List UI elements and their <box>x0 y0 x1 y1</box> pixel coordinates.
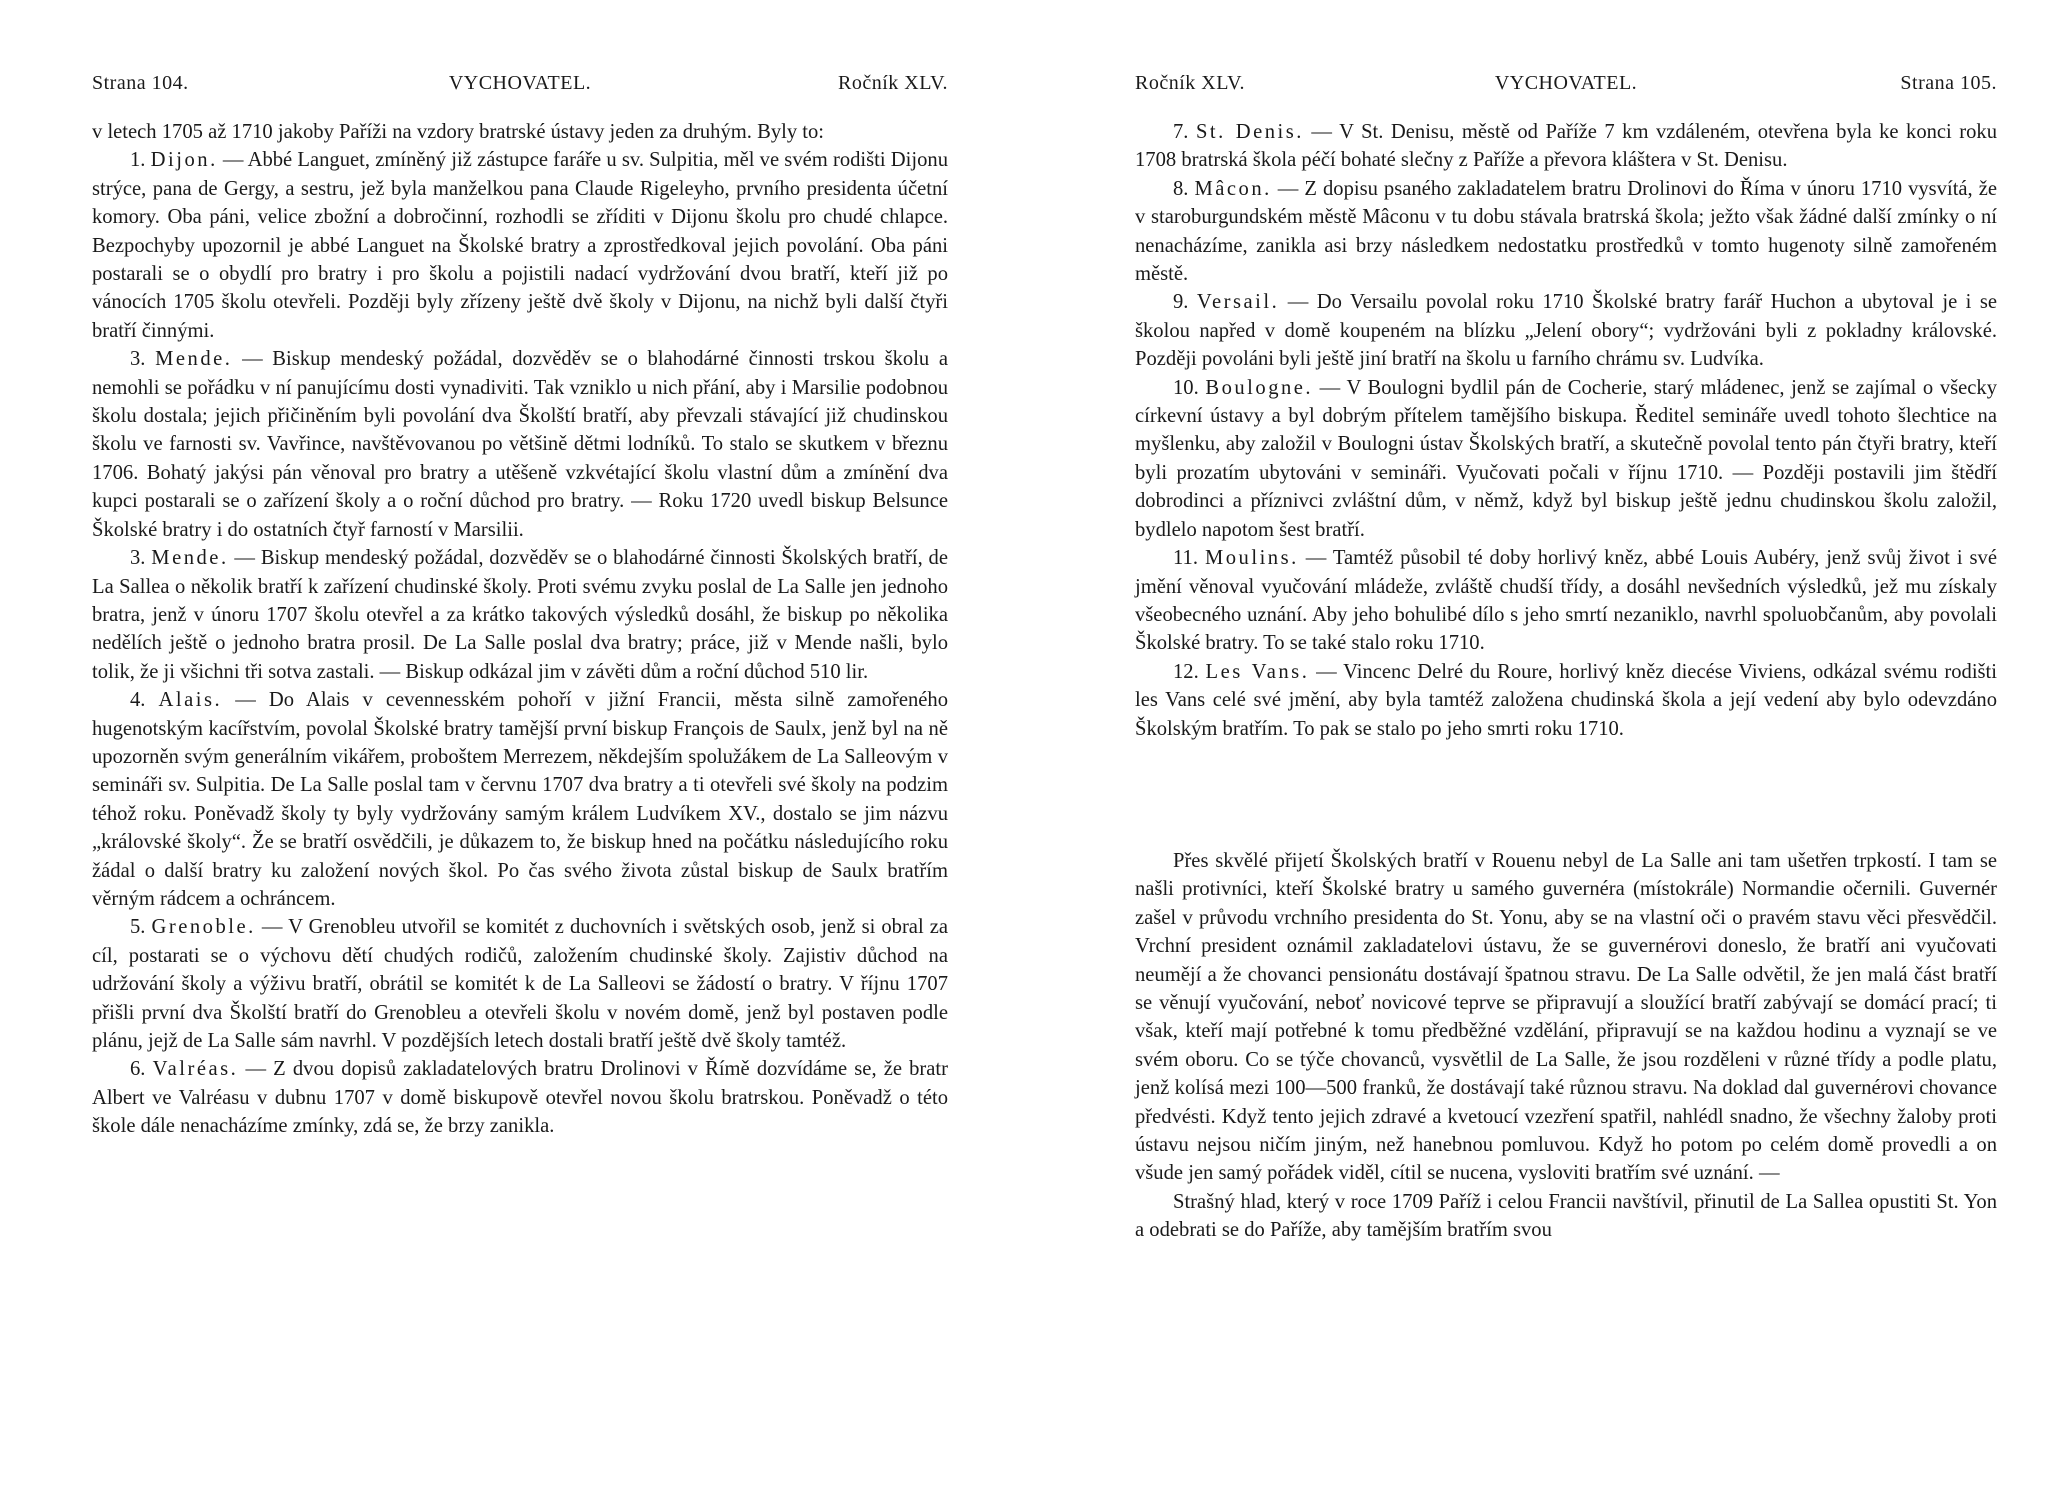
item-heading: Mende. <box>155 348 233 371</box>
paragraph: 12. Les Vans. — Vincenc Delré du Roure, horlivý kněz diecése Viviens, odkázal svému rodišti les Vans celé své jmění, aby byla tamtéž založena chudinská škola a její vedení aby bylo odevzdáno Školským bratřím. To pak se stalo po jeho smrti roku 1710. <box>1135 660 1998 740</box>
paragraph: 7. St. Denis. — V St. Denisu, městě od Paříže 7 km vzdáleném, otevřena byla ke konci roku 1708 bratrská škola péčí bohaté slečny z Paříže a převora kláštera v St. Denisu. <box>1135 121 1997 172</box>
section-gap <box>1135 743 1997 847</box>
item-number: 6. <box>130 1058 153 1081</box>
paragraph: 10. Boulogne. — V Boulogni bydlil pán de Cocherie, starý mládenec, jenž se zajímal o všecky církevní ústavy a byl dobrým přítelem tamějšího biskupa. Ředitel semináře uvedl tohoto šlechtice na myšlenku, aby založil v Boulogni ústav Školských bratří, a skutečně povolal tento pán čtyři bratry, kteří byli prozatím ubytováni v semináři. Vyučovati počali v říjnu 1710. — Později postavili jim štědří dobrodinci a příznivci zvláštní dům, v němž, když byl biskup ještě jednu chudinskou školu založil, bydlelo napotom šest bratří. <box>1135 376 1998 541</box>
page-body <box>92 118 948 1141</box>
paragraph: 11. Moulins. — Tamtéž působil té doby horlivý kněz, abbé Louis Aubéry, jenž svůj život i své jmění věnoval vyučování mládeže, zvláště chudší třídy, a dosáhl nevšedních výsledků, jež mu získaly všeobecného uznání. Aby jeho bohulibé dílo s jeho smrtí nezaniklo, navrhl spoluobčanům, aby povolali Školské bratry. To se také stalo roku 1710. <box>1135 547 1997 655</box>
item-heading: Valréas. <box>152 1058 239 1081</box>
item-number: 3. <box>130 348 156 371</box>
item-number: 11. <box>1173 547 1205 570</box>
page-number: Strana 105. <box>1900 72 1997 94</box>
volume-label: Ročník XLV. <box>1135 72 1245 94</box>
page-header <box>1135 72 1997 102</box>
item-heading: Les Vans. <box>1205 660 1310 683</box>
item-number: 3. <box>130 547 152 570</box>
paragraph: v letech 1705 až 1710 jakoby Paříži na vzdory bratrské ústavy jeden za druhým. Byly to: <box>92 121 825 143</box>
paragraph: 3. Mende. — Biskup mendeský požádal, dozvěděv se o blahodárné činnosti trskou školu a nemohli se pořádku v ní panujícímu dosti vynadiviti. Tak vzniklo u nich přání, aby i Marsilie podobnou školu dostala; jejich přičiněním byli povolání dva Školští bratří, aby převzali stávající již chudinskou školu ve farnosti sv. Vavřince, navštěvovanou po většině dětmi lodníků. To stalo se skutkem v březnu 1706. Bohatý jakýsi pán věnoval pro bratry a utěšeně vzkvétající školu vlastní dům a zmínění dva kupci postarali se o zařízení školy a o roční důchod pro bratry. — Roku 1720 uvedl biskup Belsunce Školské bratry i do ostatních čtyř farností v Marsilii. <box>92 348 949 541</box>
volume-label: Ročník XLV. <box>838 72 948 94</box>
page-header <box>92 72 948 102</box>
item-number: 1. <box>130 149 151 172</box>
paragraph: 4. Alais. — Do Alais v cevennesském pohoří v jižní Francii, města silně zamořeného hugenotským kacířstvím, povolal Školské bratry tamější první biskup François de Saulx, jenž byl na ně upozorněn svým generálním vikářem, proboštem Merrezem, někdejším spolužákem de La Salleovým v semináři sv. Sulpitia. De La Salle poslal tam v červnu 1707 dva bratry a ti otevřeli své školy na podzim téhož roku. Poněvadž školy ty byly vydržovány samým králem Ludvíkem XV., dostalo se jim názvu „královské školy“. Že se bratří osvědčili, je důkazem to, že biskup hned na počátku následujícího roku žádal o další bratry ku založení nových škol. Po čas svého života zůstal biskup de Saulx bratřím věrným rádcem a ochráncem. <box>92 689 948 910</box>
paragraph: Přes skvělé přijetí Školských bratří v Rouenu nebyl de La Salle ani tam ušetřen trpkostí. I tam se našli protivníci, kteří Školské bratry u samého guvernéra (místokrále) Normandie očernili. Guvernér zašel v průvodu vrchního presidenta do St. Yonu, aby se na vlastní oči o pravém stavu věci přesvědčil. Vrchní president oznámil zakladatelovi ústavu, že se guvernérovi doneslo, že bratří ani vyučovati neumějí a že chovanci pensionátu dostávají špatnou stravu. De La Salle odvětil, že jen malá část bratří se věnují vyučování, neboť novicové teprve se připravují a sloužící bratří zabývají se domácí prací; ti však, kteří mají potřebné k tomu předběžné vzdělání, připravují se na každou hodinu a vyznají se ve svém oboru. Co se týče chovanců, vysvětlil de La Salle, že jsou rozděleni v různé třídy a podle platu, jenž kolísá mezi 100—500 franků, že dostávají také různou stravu. Na doklad dal guvernérovi chovance předvésti. Když tento jejich zdravé a kvetoucí vzezření spatřil, nahlédl snadno, že všechny žaloby proti ústavu nejsou ničím jiným, než hanebnou pomluvou. Když ho potom po celém domě provedli a on všude jen samý pořádek viděl, cítil se nucena, vysloviti bratřím své uznání. — <box>1135 849 1997 1185</box>
item-heading: Grenoble. <box>151 916 256 939</box>
item-number: 5. <box>130 916 152 939</box>
item-heading: Boulogne. <box>1205 376 1314 399</box>
item-heading: St. Denis. <box>1195 121 1304 143</box>
item-number: 8. <box>1173 177 1195 200</box>
paragraph: Strašný hlad, který v roce 1709 Paříž i celou Francii navštívil, přinutil de La Sallea opustiti St. Yon a odebrati se do Paříže, aby tamějším bratřím svou <box>1135 1190 1997 1242</box>
paragraph: 1. Dijon. — Abbé Languet, zmíněný již zástupce faráře u sv. Sulpitia, měl ve svém rodišti Dijonu strýce, pana de Gergy, a sestru, jež byla manželkou pana Claude Rigeleyho, prvního presidenta účetní komory. Oba páni, velice zbožní a dobročinní, rozhodli se zříditi v Dijonu školu pro chudé chlapce. Bezpochyby upozornil je abbé Languet na Školské bratry a zprostředkoval jejich povolání. Oba páni postarali se o obydlí pro bratry i pro školu a pojistili nadací vydržování dvou bratří, kteří již po vánocích 1705 školu otevřeli. Později byly zřízeny ještě dvě školy v Dijonu, na nichž byli další čtyři bratří činnými. <box>92 149 949 342</box>
paragraph: 3. Mende. — Biskup mendeský požádal, dozvěděv se o blahodárné činnosti Školských bratří, de La Sallea o několik bratří k zařízení chudinské školy. Proti svému zvyku poslal de La Salle jen jednoho bratra, jenž v únoru 1707 školu otevřel a za krátko takových výsledků dosáhl, že biskup po několika nedělích ještě o jednoho bratra prosil. De La Salle poslal dva bratry; práce, již v Mende našli, bylo tolik, že ji všichni tři sotva zastali. — Biskup odkázal jim v závěti dům a roční důchod 510 lir. <box>92 547 948 683</box>
item-heading: Moulins. <box>1204 547 1299 570</box>
item-number: 4. <box>130 689 159 712</box>
paragraph: 6. Valréas. — Z dvou dopisů zakladatelových bratru Drolinovi v Římě dozvídáme se, že bratr Albert ve Valréasu v dubnu 1707 v domě biskupově otevřel novou školu bratrskou. Poněvadž o této škole dále nenacházíme zmínky, zdá se, že brzy zanikla. <box>92 1058 949 1138</box>
right-page <box>1030 0 2060 1500</box>
item-number: 9. <box>1173 291 1197 314</box>
journal-title: VYCHOVATEL. <box>448 72 592 94</box>
item-number: 10. <box>1173 376 1206 399</box>
journal-title: VYCHOVATEL. <box>1494 72 1638 94</box>
page-number: Strana 104. <box>92 72 189 94</box>
item-heading: Versail. <box>1196 291 1280 314</box>
item-number: 7. <box>1173 121 1196 143</box>
item-heading: Dijon. <box>150 149 218 172</box>
paragraph: 5. Grenoble. — V Grenobleu utvořil se komitét z duchovních i světských osob, jenž si obral za cíl, postarati se o výchovu dětí chudých rodičů, založením chudinské školy. Zajistiv důchod na udržování školy a výživu bratří, obrátil se komitét k de La Salleovi se žádostí o bratry. V říjnu 1707 přišli první dva Školští bratří do Grenobleu a otevřeli školu v novém domě, jenž byl postaven podle plánu, jejž de La Salle sám navrhl. V pozdějších letech dostali bratří ještě dvě školy tamtéž. <box>92 916 949 1052</box>
paragraph: 8. Mâcon. — Z dopisu psaného zakladatelem bratru Drolinovi do Říma v únoru 1710 vysvítá, že v staroburgundském městě Mâconu v tu dobu stávala bratrská škola; ježto však žádné další zmínky o ní nenacházíme, zanikla asi brzy následkem nedostatku prostředků v tomto hugenoty silně zamořeném městě. <box>1135 177 1997 286</box>
item-heading: Alais. <box>158 689 223 712</box>
paragraph: 9. Versail. — Do Versailu povolal roku 1710 Školské bratry farář Huchon a ubytoval je i se školou napřed v domě koupeném na blízku „Jelení obory“; vydržováni byli z pokladny královské. Později povoláni byli ještě jiní bratří na školu u farního chrámu sv. Ludvíka. <box>1135 291 1998 371</box>
item-heading: Mende. <box>151 547 229 570</box>
item-heading: Mâcon. <box>1194 177 1272 200</box>
item-number: 12. <box>1173 660 1206 683</box>
page-body <box>1135 118 1997 1245</box>
